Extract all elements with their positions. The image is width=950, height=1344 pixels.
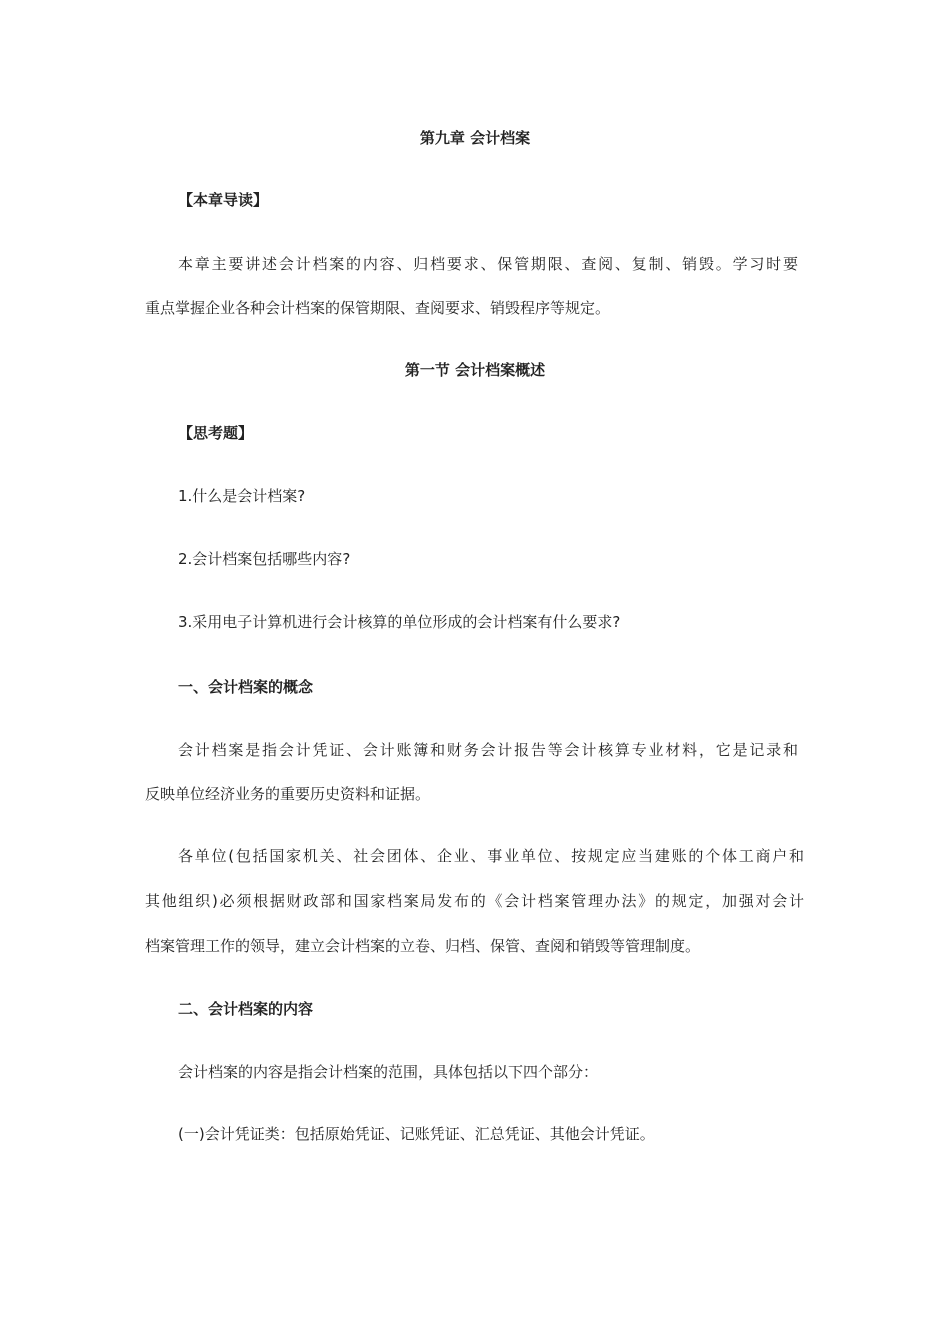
question-2: 2.会计档案包括哪些内容? bbox=[178, 550, 351, 568]
question-3: 3.采用电子计算机进行会计核算的单位形成的会计档案有什么要求? bbox=[178, 613, 621, 631]
intro-heading: 【本章导读】 bbox=[178, 191, 269, 209]
concept-heading: 一、会计档案的概念 bbox=[178, 678, 314, 696]
concept-para-1-line-2: 反映单位经济业务的重要历史资料和证据。 bbox=[145, 785, 431, 803]
question-1: 1.什么是会计档案? bbox=[178, 487, 306, 505]
content-paragraph: 会计档案的内容是指会计档案的范围，具体包括以下四个部分： bbox=[178, 1063, 599, 1081]
chapter-title: 第九章 会计档案 bbox=[419, 129, 531, 147]
questions-heading: 【思考题】 bbox=[178, 424, 254, 442]
section-title: 第一节 会计档案概述 bbox=[404, 361, 546, 379]
concept-para-2-line-3: 档案管理工作的领导，建立会计档案的立卷、归档、保管、查阅和销毁等管理制度。 bbox=[145, 937, 701, 955]
content-item-1: (一)会计凭证类：包括原始凭证、记账凭证、汇总凭证、其他会计凭证。 bbox=[178, 1125, 655, 1143]
intro-paragraph-line-2: 重点掌握企业各种会计档案的保管期限、查阅要求、销毁程序等规定。 bbox=[145, 299, 611, 317]
concept-para-1-line-1: 会计档案是指会计凭证、会计账簿和财务会计报告等会计核算专业材料，它是记录和 bbox=[178, 741, 798, 759]
concept-para-2-line-1: 各单位(包括国家机关、社会团体、企业、事业单位、按规定应当建账的个体工商户和 bbox=[178, 847, 804, 865]
concept-para-2-line-2: 其他组织)必须根据财政部和国家档案局发布的《会计档案管理办法》的规定，加强对会计 bbox=[145, 892, 804, 910]
intro-paragraph-line-1: 本章主要讲述会计档案的内容、归档要求、保管期限、查阅、复制、销毁。学习时要 bbox=[178, 255, 798, 273]
content-heading: 二、会计档案的内容 bbox=[178, 1000, 314, 1018]
